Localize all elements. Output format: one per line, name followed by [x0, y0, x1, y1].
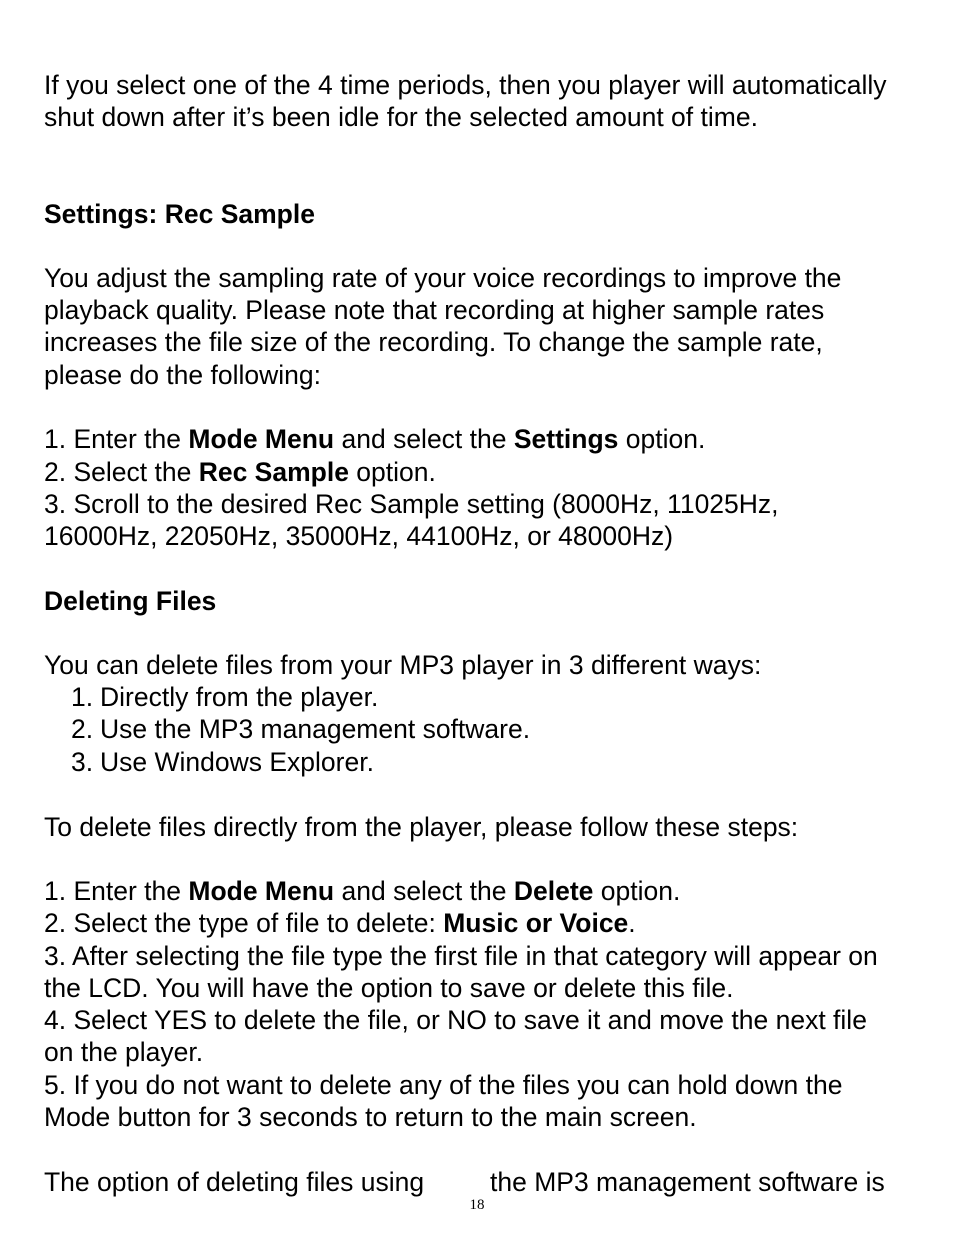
- rec-sample-step-3-line-2: 16000Hz, 22050Hz, 35000Hz, 44100Hz, or 48000Hz): [44, 521, 674, 551]
- list-item-number: 1.: [71, 682, 94, 712]
- list-item: Use the MP3 management software.: [100, 714, 531, 744]
- page-number: 18: [469, 1197, 485, 1213]
- rec-sample-step-3-line-1: 3. Scroll to the desired Rec Sample setting (8000Hz, 11025Hz,: [44, 489, 779, 519]
- final-line-part-1: The option of deleting files using: [44, 1167, 425, 1197]
- list-item: Use Windows Explorer.: [100, 747, 374, 777]
- step-bold-term: Settings: [513, 424, 619, 454]
- list-item: Directly from the player.: [100, 682, 379, 712]
- step-bold-term: Mode Menu: [188, 876, 335, 906]
- deleting-steps-intro: To delete files directly from the player, please follow these steps:: [44, 812, 799, 842]
- step-text: option.: [348, 457, 436, 487]
- rec-sample-step-2: [44, 456, 436, 488]
- rec-sample-step-1: [44, 423, 705, 455]
- final-line-part-2: the MP3 management software is: [490, 1167, 885, 1197]
- list-item-number: 2.: [71, 714, 94, 744]
- intro-line-2: shut down after it’s been idle for the selected amount of time.: [44, 102, 758, 132]
- rec-sample-para-line-2: playback quality. Please note that recording at higher sample rates: [44, 295, 825, 325]
- step-bold-term: Rec Sample: [198, 457, 349, 487]
- step-bold-term: Delete: [513, 876, 594, 906]
- rec-sample-para-line-4: please do the following:: [44, 360, 321, 390]
- step-text: 1. Enter the: [44, 424, 189, 454]
- section-heading-rec-sample: Settings: Rec Sample: [44, 199, 315, 229]
- deleting-step-4-line-2: on the player.: [44, 1037, 204, 1067]
- step-text: 2. Select the: [44, 457, 199, 487]
- step-text: option.: [618, 424, 706, 454]
- step-text: option.: [593, 876, 681, 906]
- deleting-step-3-line-2: the LCD. You will have the option to save or delete this file.: [44, 973, 734, 1003]
- step-bold-term: Music or Voice: [443, 908, 629, 938]
- deleting-step-1: [44, 875, 680, 907]
- deleting-step-2: [44, 907, 636, 939]
- step-text: .: [628, 908, 636, 938]
- section-heading-deleting-files: Deleting Files: [44, 586, 217, 616]
- step-bold-term: Mode Menu: [188, 424, 335, 454]
- deleting-step-3-line-1: 3. After selecting the file type the first file in that category will appear on: [44, 941, 878, 971]
- step-text: and select the: [334, 876, 514, 906]
- deleting-step-4-line-1: 4. Select YES to delete the file, or NO to save it and move the next file: [44, 1005, 867, 1035]
- deleting-step-5-line-2: Mode button for 3 seconds to return to the main screen.: [44, 1102, 697, 1132]
- step-text: and select the: [334, 424, 514, 454]
- step-text: 2. Select the type of file to delete:: [44, 908, 444, 938]
- intro-line-1: If you select one of the 4 time periods, then you player will automatically: [44, 70, 887, 100]
- list-item-number: 3.: [71, 747, 94, 777]
- rec-sample-para-line-1: You adjust the sampling rate of your voice recordings to improve the: [44, 263, 842, 293]
- step-text: 1. Enter the: [44, 876, 189, 906]
- deleting-step-5-line-1: 5. If you do not want to delete any of the files you can hold down the: [44, 1070, 843, 1100]
- rec-sample-para-line-3: increases the file size of the recording. To change the sample rate,: [44, 327, 823, 357]
- deleting-intro: You can delete files from your MP3 player in 3 different ways:: [44, 650, 762, 680]
